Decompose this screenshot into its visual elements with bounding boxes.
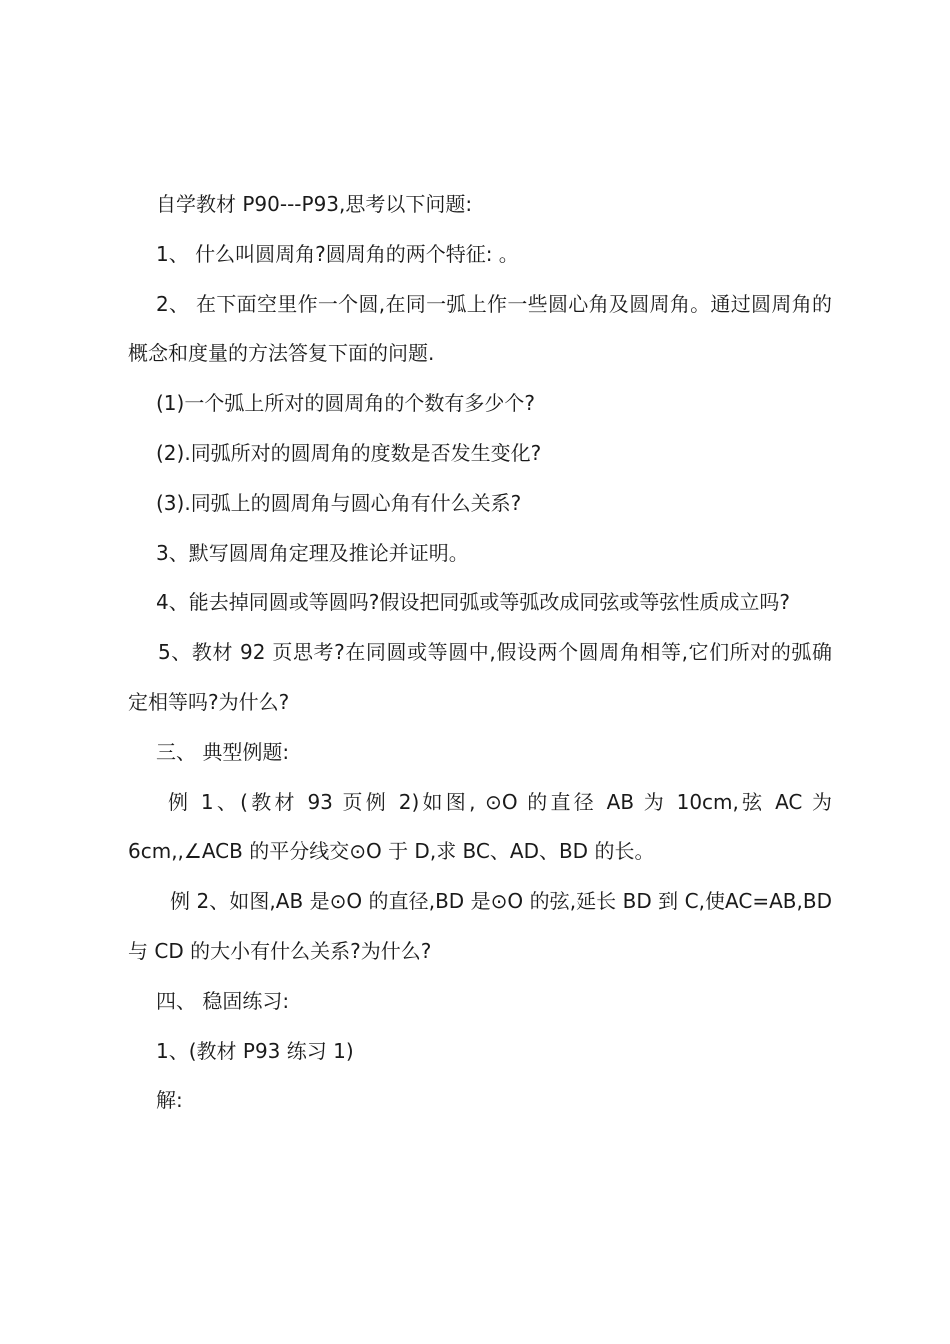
intro-line: 自学教材 P90---P93,思考以下问题: <box>156 192 473 216</box>
example-1: 例 1、(教材 93 页例 2)如图, ⊙O 的直径 AB 为 10cm,弦 AC 为6cm,,∠ACB 的平分线交⊙O 于 D,求 BC、AD、BD 的长。 <box>128 789 832 864</box>
question-1: 1、 什么叫圆周角?圆周角的两个特征: 。 <box>156 241 519 266</box>
example-2: 例 2、如图,AB 是⊙O 的直径,BD 是⊙O 的弦,延长 BD 到 C,使AC=AB,BD 与 CD 的大小有什么关系?为什么? <box>128 889 832 963</box>
question-2: 2、 在下面空里作一个圆,在同一弧上作一些圆心角及圆周角。通过圆周角的概念和度量的方法答复下面的问题. <box>128 291 832 366</box>
sub-question-3: (3).同弧上的圆周角与圆心角有什么关系? <box>156 490 522 515</box>
document-body <box>128 180 832 1126</box>
question-3: 3、默写圆周角定理及推论并证明。 <box>156 540 469 565</box>
question-4: 4、能去掉同圆或等圆吗?假设把同弧或等弧改成同弦或等弦性质成立吗? <box>156 590 790 615</box>
sub-question-1: (1)一个弧上所对的圆周角的个数有多少个? <box>156 391 535 416</box>
answer-label: 解: <box>156 1088 183 1113</box>
practice-1: 1、(教材 P93 练习 1) <box>156 1038 354 1063</box>
section-heading-practice: 四、 稳固练习: <box>156 988 290 1013</box>
question-5: 5、教材 92 页思考?在同圆或等圆中,假设两个圆周角相等,它们所对的弧确定相等吗?为什么? <box>128 640 832 714</box>
sub-question-2: (2).同弧所对的圆周角的度数是否发生变化? <box>156 440 542 465</box>
section-heading-examples: 三、 典型例题: <box>156 739 290 764</box>
